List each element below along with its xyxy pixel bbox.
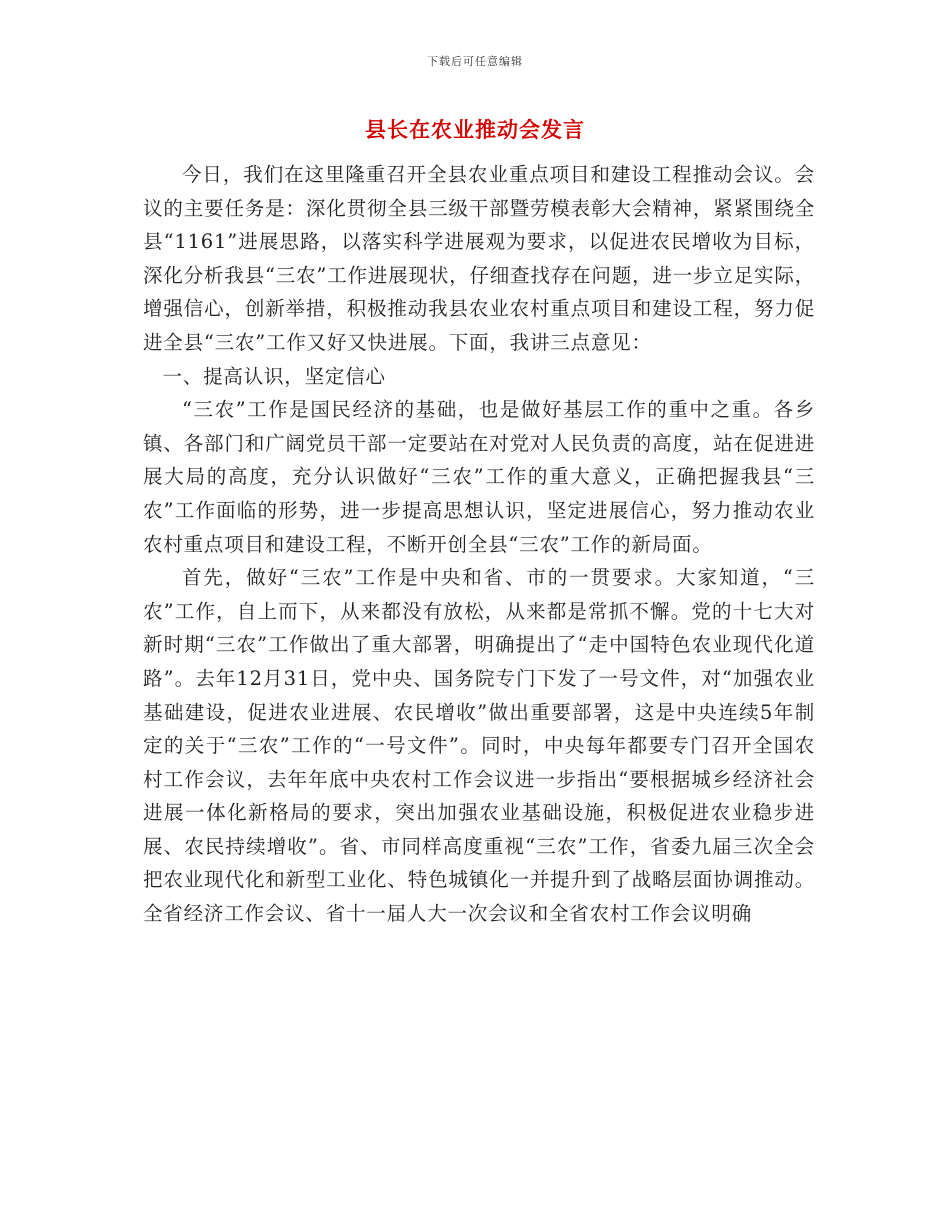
paragraph-first-point: 首先，做好“三农”工作是中央和省、市的一贯要求。大家知道，“三农”工作，自上而下，从来都没有放松，从来都是常抓不懈。党的十七大对新时期“三农”工作做出了重大部署，明确提出了“走中国特色农业现代化道路”。去年12月31日，党中央、国务院专门下发了一号文件，对“加强农业基础建设，促进农业进展、农民增收”做出重要部署，这是中央连续5年制定的关于“三农”工作的“一号文件”。同时，中央每年都要专门召开全国农村工作会议，去年年底中央农村工作会议进一步指出“要根据城乡经济社会进展一体化新格局的要求，突出加强农业基础设施，积极促进农业稳步进展、农民持续增收”。省、市同样高度重视“三农”工作，省委九届三次全会把农业现代化和新型工业化、特色城镇化一并提升到了战略层面协调推动。全省经济工作会议、省十一届人大一次会议和全省农村工作会议明确 — [143, 566, 815, 926]
document-body — [143, 158, 815, 931]
paragraph-intro: 今日，我们在这里隆重召开全县农业重点项目和建设工程推动会议。会议的主要任务是：深化贯彻全县三级干部暨劳模表彰大会精神，紧紧围绕全县“1161”进展思路，以落实科学进展观为要求，以促进农民增收为目标，深化分析我县“三农”工作进展现状，仔细查找存在问题，进一步立足实际，增强信心，创新举措，积极推动我县农业农村重点项目和建设工程，努力促进全县“三农”工作又好又快进展。下面，我讲三点意见： — [143, 163, 815, 354]
section-heading-1: 一、提高认识，坚定信心 — [162, 364, 386, 388]
paragraph-importance: “三农”工作是国民经济的基础，也是做好基层工作的重中之重。各乡镇、各部门和广阔党员干部一定要站在对党对人民负责的高度，站在促进进展大局的高度，充分认识做好“三农”工作的重大意义，正确把握我县“三农”工作面临的形势，进一步提高思想认识，坚定进展信心，努力推动农业农村重点项目和建设工程，不断开创全县“三农”工作的新局面。 — [143, 398, 815, 556]
header-note: 下载后可任意编辑 — [427, 55, 523, 68]
document-title: 县长在农业推动会发言 — [365, 117, 585, 142]
